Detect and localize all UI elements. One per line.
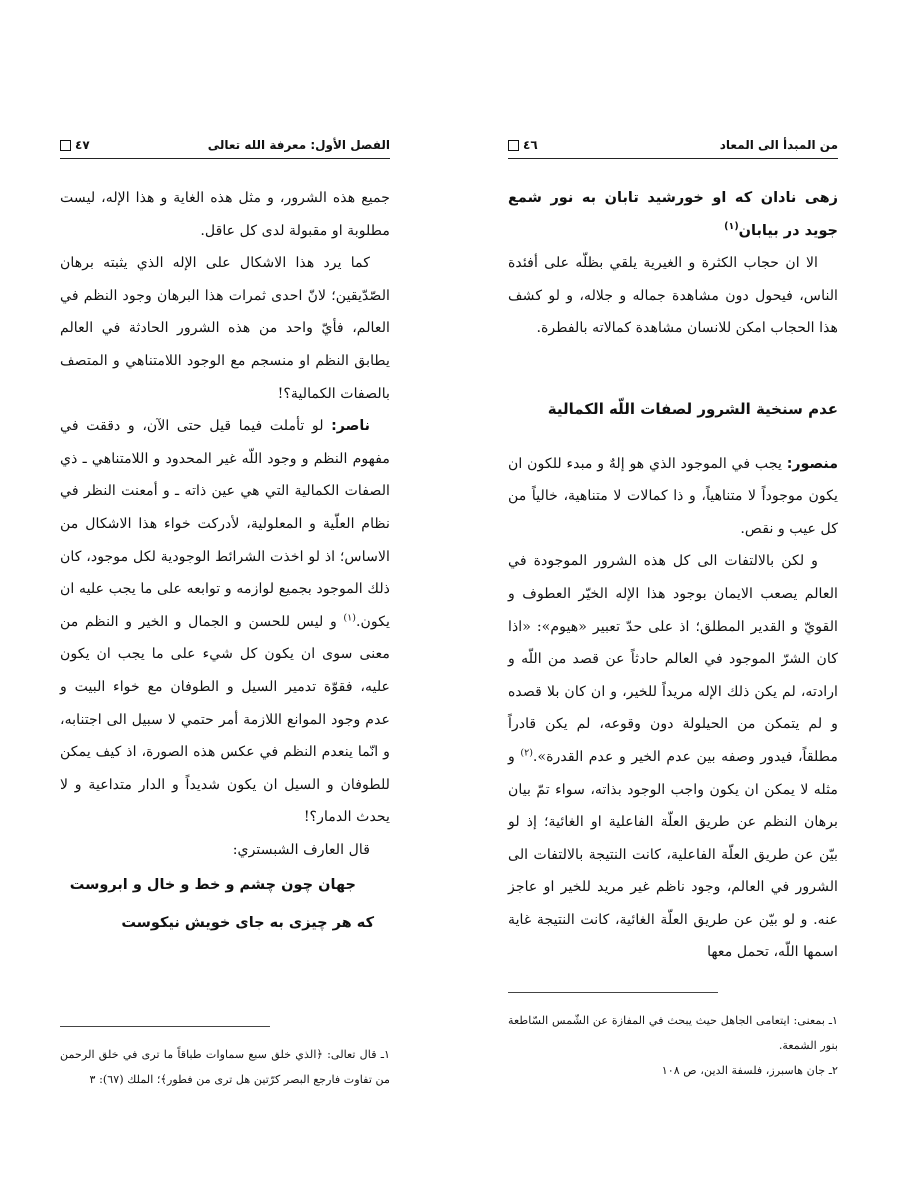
dialogue-text: لو تأملت فيما قيل حتى الآن، و دققت في مفهوم النظم و وجود اللّه غير المحدود و اللامتناهي ـ ذي الصفات الكمالية التي هي عين ذاته ـ و أمعنت النظر في نظام العلّية و المعلولية، لأدركت خواء هذا الاشكال من الاساس؛ اذ لو اخذت الشرائط الوجودية لكل موجود، كان ذلك الموجود بجميع لوازمه و توابعه على ما يجب عليه ان يكون. <box>60 418 390 630</box>
footnote-divider <box>508 992 718 993</box>
footnote: ١ـ قال تعالى: ﴿الذي خلق سبع سماوات طباقاً ما ترى في خلق الرحمن من تفاوت فارجع البصر كرّتين هل ترى من فطور﴾؛ الملك (٦٧): ٣ <box>60 1048 390 1086</box>
speaker-name: منصور: <box>786 455 838 472</box>
dialogue-paragraph <box>508 448 838 546</box>
paragraph: كما يرد هذا الاشكال على الإله الذي يثبته برهان الصّدّيقين؛ لانّ احدى ثمرات هذا البرهان وجود النظم في العالم، فأيّ واحد من هذه الشرور الحادثة في العالم يطابق النظم او منسجم مع الوجود اللامتناهي و المتصف بالصفات الكمالية؟! <box>60 255 390 402</box>
paragraph: الا ان حجاب الكثرة و الغيرية يلقي بظلّه على أفئدة الناس، فيحول دون مشاهدة جماله و جلاله، و لو كشف هذا الحجاب امكن للانسان مشاهدة كمالاته بالفطرة. <box>508 255 838 337</box>
running-title: الفصل الأول: معرفة الله تعالى <box>207 138 390 152</box>
footnote-divider <box>60 1026 270 1027</box>
page-47 <box>60 0 390 1200</box>
body-text <box>508 182 838 969</box>
paragraph: و لكن بالالتفات الى كل هذه الشرور الموجودة في العالم يصعب الايمان بوجود هذا الإله الخيّر العطوف و القويّ و القدير المطلق؛ اذ على حدّ تعبير «هيوم»: «اذا كان الشرّ الموجود في العالم حادثاً عن قصد من اللّه و ارادته، لم يكن ذلك الإله مريداً للخير، و ان كان بلا قصده و لم يتمكن من الحيلولة دون وقوعه، لم يكن قادراً مطلقاً، فيدور وصفه بين عدم الخير و عدم القدرة».$^{(٢)}$ و مثله لا يمكن ان يكون واجب الوجود بذاته، سواء تمّ بيان برهان النظم عن طريق العلّة الفاعلية او الغائية؛ إذ لو بيّن عن طريق العلّة الفاعلية، كانت النتيجة بالالتفات الى الشرور في العالم، وجود ناظم غير مريد للخير او عاجز عنه. و لو بيّن عن طريق العلّة الغائية، كانت النتيجة غاية اسمها اللّه، تحمل معها <box>508 553 838 961</box>
verse-line: كه هر چيزى به جاى خويش نيكوست <box>121 915 374 932</box>
verse-couplet <box>60 866 390 942</box>
speaker-name: ناصر: <box>331 418 370 435</box>
page-46 <box>508 0 838 1200</box>
running-title: من المبدأ الى المعاد <box>719 138 838 152</box>
footnote-ref: (١) <box>343 611 356 623</box>
footnote: ٢ـ جان هاسبرز، فلسفة الدين، ص ١٠٨ <box>661 1064 838 1077</box>
footnotes <box>508 1008 838 1083</box>
verse-line: جهان چون چشم و خط و خال و ابروست <box>69 877 356 894</box>
running-header <box>508 132 838 159</box>
body-text <box>60 182 390 942</box>
page-number: ٤٧ <box>60 138 90 152</box>
footnote-ref: (٢) <box>520 747 533 759</box>
dialogue-paragraph <box>60 410 390 834</box>
running-header <box>60 132 390 159</box>
footnote: ١ـ بمعنى: ايتعامى الجاهل حيث يبحث في المفازة عن الشّمس السّاطعة بنور الشمعة. <box>508 1014 838 1052</box>
footnote-ref: (١) <box>724 220 739 232</box>
square-ornament-icon <box>60 140 71 151</box>
square-ornament-icon <box>508 140 519 151</box>
dialogue-text: يجب في الموجود الذي هو إلهٌ و مبدء للكون ان يكون موجوداً لا متناهياً، و ذا كمالات لا متناهية، خالياً من كل عيب و نقص. <box>508 455 838 537</box>
poet-intro: قال العارف الشبستري: <box>232 841 370 858</box>
paragraph: جميع هذه الشرور، و مثل هذه الغاية و هذا الإله، ليست مطلوبة او مقبولة لدى كل عاقل. <box>60 190 390 239</box>
footnotes <box>60 1042 390 1092</box>
section-heading: عدم سنخية الشرور لصفات اللّه الكمالية <box>547 399 838 418</box>
verse-line: زهی نادان که او خورشید تابان به نور شمع جويد در بيابان$^{(١)}$ <box>508 190 838 239</box>
dialogue-text: و ليس للحسن و الجمال و الخير و النظم من معنى سوى ان يكون كل شيء على ما يجب ان يكون عليه، فقوّة تدمير السيل و الطوفان مع خواء البيت و عدم وجود الموانع اللازمة أمر حتمي لا سبيل الى اجتنابه، و انّما ينعدم النظم في عكس هذه الصورة، اذ كيف يمكن للطوفان و السيل ان يكون شديداً و الدار متداعية و لا يحدث الدمار؟! <box>60 613 390 826</box>
page-number: ٤٦ <box>508 138 538 152</box>
